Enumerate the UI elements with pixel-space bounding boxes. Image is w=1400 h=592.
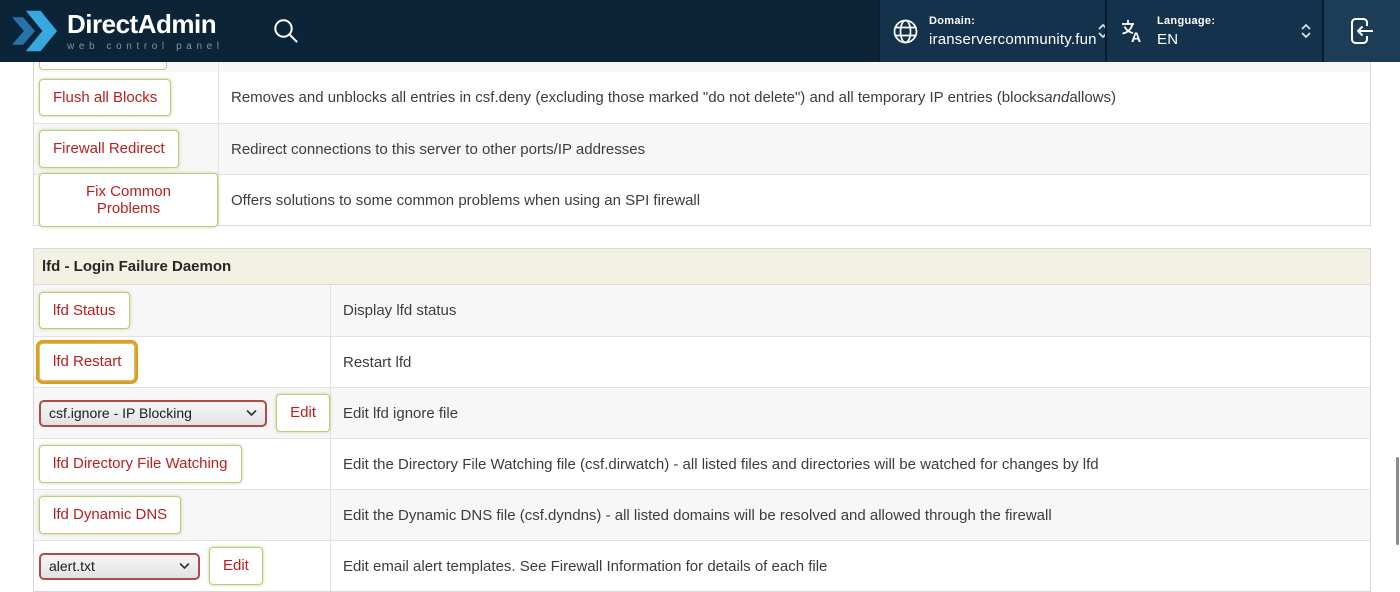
lfd-dynamic-dns-button[interactable]: lfd Dynamic DNS (39, 496, 181, 533)
row-description: Edit the Dynamic DNS file (csf.dyndns) - all listed domains will be resolved and allowed through the firewall (343, 506, 1052, 524)
language-selector[interactable] (1105, 0, 1322, 62)
edit-ignore-file-button[interactable]: Edit (276, 394, 330, 431)
row-description: Edit lfd ignore file (343, 404, 459, 422)
domain-label: Domain: (929, 14, 976, 27)
partial-button[interactable] (39, 62, 167, 70)
globe-icon (892, 18, 919, 45)
table-row (34, 387, 1370, 438)
brand-name: DirectAdmin (67, 8, 217, 39)
chevron-down-icon (240, 409, 257, 417)
table-row (34, 438, 1370, 489)
language-label: Language: (1157, 14, 1216, 27)
lfd-ignore-file-select[interactable]: csf.ignore - IP Blocking (39, 400, 267, 427)
lfd-restart-button[interactable]: lfd Restart (39, 343, 135, 380)
section-title: lfd - Login Failure Daemon (34, 249, 1370, 285)
firewall-redirect-button[interactable]: Firewall Redirect (39, 130, 179, 167)
table-row (34, 285, 1370, 336)
brand-logo[interactable] (0, 0, 224, 62)
row-description: Edit email alert templates. See Firewall Information for details of each file (343, 557, 828, 575)
row-description: Offers solutions to some common problems when using an SPI firewall (231, 191, 701, 209)
top-header (0, 0, 1400, 62)
domain-value: iranservercommunity.fun (929, 30, 1097, 48)
table-row (34, 123, 1370, 174)
logout-button[interactable] (1322, 0, 1400, 62)
table-row (34, 336, 1370, 387)
chevron-updown-icon (1300, 22, 1312, 40)
svg-text:A: A (1131, 29, 1142, 45)
fix-common-problems-button[interactable]: Fix Common Problems (39, 173, 218, 228)
table-row (34, 540, 1370, 591)
edit-alert-template-button[interactable]: Edit (209, 547, 263, 584)
translate-icon (1119, 17, 1147, 45)
search-icon[interactable] (272, 17, 300, 45)
alert-template-select[interactable]: alert.txt (39, 553, 200, 580)
flush-all-blocks-button[interactable]: Flush all Blocks (39, 79, 171, 116)
lfd-directory-file-watching-button[interactable]: lfd Directory File Watching (39, 445, 242, 482)
vertical-scrollbar[interactable] (1396, 457, 1399, 545)
row-description: Display lfd status (343, 302, 457, 319)
row-description: Redirect connections to this server to other ports/IP addresses (231, 140, 646, 158)
table-row (34, 174, 1370, 225)
row-description: Removes and unblocks all entries in csf.deny (excluding those marked "do not delete") and all temporary IP entries (blocks and allows) (231, 89, 1117, 106)
domain-selector[interactable] (878, 0, 1105, 62)
table-row (34, 489, 1370, 540)
row-description: Edit the Directory File Watching file (csf.dirwatch) - all listed files and directories will be watched for changes by lfd (343, 455, 1099, 473)
firewall-actions-table (33, 62, 1371, 226)
table-row-clipped (34, 62, 1370, 72)
chevron-down-icon (173, 562, 190, 570)
logout-icon (1347, 15, 1377, 47)
table-row (34, 72, 1370, 123)
lfd-table (33, 248, 1371, 592)
lfd-status-button[interactable]: lfd Status (39, 292, 130, 329)
language-value: EN (1157, 30, 1179, 48)
row-description: Restart lfd (343, 353, 412, 371)
brand-tagline: web control panel (67, 40, 224, 52)
directadmin-logo-icon (12, 9, 58, 53)
